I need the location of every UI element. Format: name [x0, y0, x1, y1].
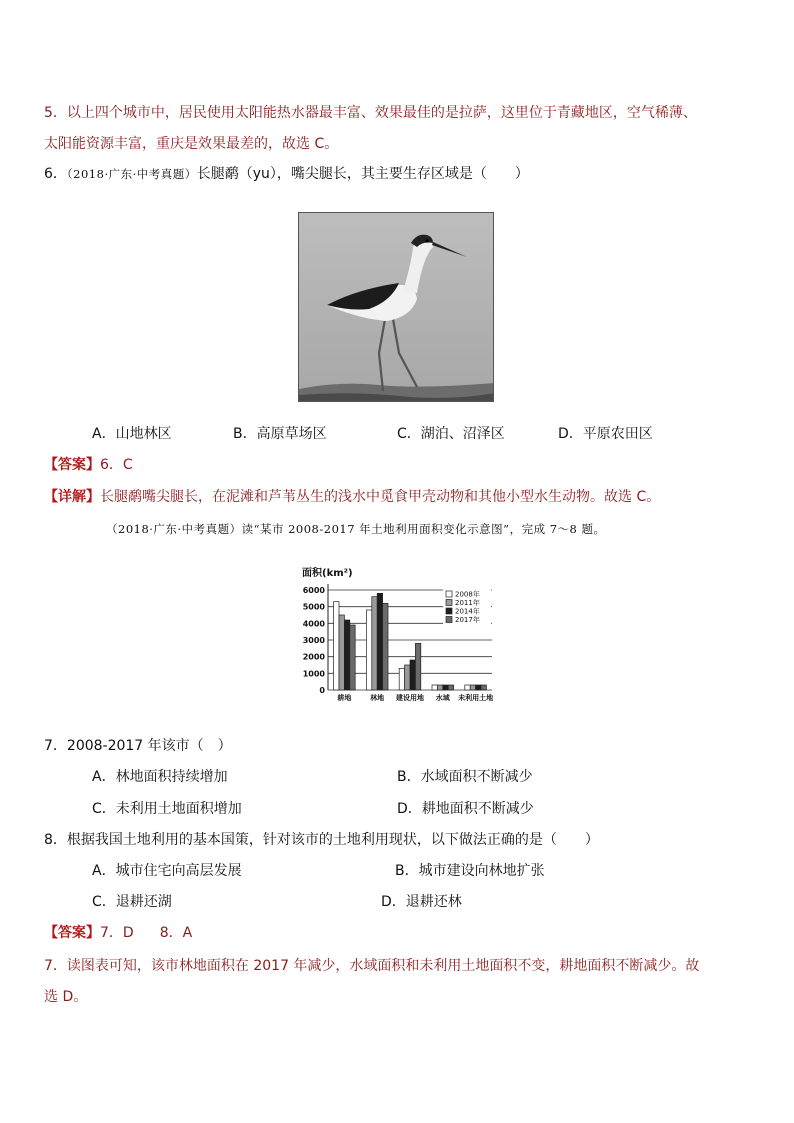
- y-tick-label: 4000: [302, 619, 325, 629]
- q8-option-b: [395, 861, 545, 881]
- q6-detail-line: [44, 487, 660, 507]
- q6-option-b-letter: B．: [233, 426, 257, 442]
- bar: [437, 685, 442, 690]
- q6-option-a: [92, 424, 172, 444]
- bar: [350, 625, 355, 690]
- legend-label: 2017年: [455, 616, 480, 624]
- bar: [448, 685, 453, 690]
- x-tick-label: 未利用土地: [458, 694, 494, 702]
- q8-option-d-letter: D．: [381, 894, 406, 910]
- q7-option-c: [92, 799, 242, 819]
- q7-option-d-letter: D．: [397, 801, 422, 817]
- bar: [334, 602, 339, 690]
- legend-swatch: [446, 617, 452, 623]
- q7-option-b-letter: B．: [397, 769, 421, 785]
- stilt-bird-photo: [298, 212, 494, 402]
- legend-label: 2011年: [455, 599, 480, 607]
- q7-option-d-text: 耕地面积不断减少: [421, 801, 534, 817]
- legend-swatch: [446, 591, 452, 597]
- y-tick-label: 3000: [302, 636, 325, 645]
- bar: [432, 685, 437, 690]
- bar: [410, 660, 415, 690]
- q8-stem: 8．根据我国土地利用的基本国策，针对该市的土地利用现状，以下做法正确的是（ ）: [44, 832, 599, 848]
- y-axis-label: 面积(km²): [302, 568, 353, 579]
- q8-option-b-letter: B．: [395, 863, 419, 879]
- q8-option-c-text: 退耕还湖: [115, 894, 172, 910]
- land-use-chart: [296, 560, 496, 706]
- legend-swatch: [446, 600, 452, 606]
- q7-option-a-text: 林地面积持续增加: [115, 769, 228, 785]
- q8-option-a: [92, 861, 242, 881]
- q6-stem: 长腿鹬（yu），嘴尖腿长，其主要生存区域是（ ）: [196, 166, 529, 182]
- q7-option-c-text: 未利用土地面积增加: [115, 801, 242, 817]
- stilt-bird-illustration: [299, 213, 494, 402]
- q7-explanation-line2: 选 D。: [44, 989, 88, 1005]
- answer-tag: 【答案】: [44, 457, 100, 473]
- q6-option-c-text: 湖泊、沼泽区: [420, 426, 505, 442]
- q6-option-c: [397, 424, 505, 444]
- land-use-bar-chart: [296, 560, 496, 706]
- q8-option-a-letter: A．: [92, 863, 116, 879]
- x-tick-label: 耕地: [337, 694, 352, 702]
- q7-option-d: [397, 799, 534, 819]
- bar: [366, 610, 371, 690]
- detail-tag: 【详解】: [44, 489, 100, 505]
- q6-option-a-text: 山地林区: [115, 426, 172, 442]
- bar: [470, 685, 475, 690]
- bar: [372, 597, 377, 690]
- q8-answer: 8．A: [159, 925, 193, 941]
- q6-question: [44, 164, 529, 184]
- bar: [344, 620, 349, 690]
- bar: [415, 643, 420, 690]
- x-tick-label: 水域: [435, 694, 450, 702]
- q6-option-c-letter: C．: [397, 426, 421, 442]
- q8-option-d-text: 退耕还林: [405, 894, 462, 910]
- q7-explanation-line1: 7．读图表可知，该市林地面积在 2017 年减少，水域面积和未利用土地面积不变，耕地面积不断减少。故: [44, 958, 700, 974]
- bar: [405, 665, 410, 690]
- bar: [476, 685, 481, 690]
- bar: [443, 685, 448, 690]
- q6-option-d-text: 平原农田区: [582, 426, 653, 442]
- q7-option-b-text: 水域面积不断减少: [420, 769, 533, 785]
- legend-label: 2014年: [455, 607, 480, 616]
- q6-option-a-letter: A．: [92, 426, 116, 442]
- y-tick-label: 0: [319, 686, 325, 695]
- answer-tag: 【答案】: [44, 925, 100, 941]
- bar: [481, 685, 486, 690]
- q7-8-answer-line: [44, 923, 192, 943]
- q6-option-d: [558, 424, 653, 444]
- bar: [377, 593, 382, 690]
- x-tick-label: 建设用地: [396, 694, 424, 702]
- bar: [383, 603, 388, 690]
- y-tick-label: 1000: [302, 669, 325, 679]
- q6-answer: 6．C: [100, 457, 133, 473]
- legend-label: 2008年: [455, 590, 480, 599]
- q7-stem: 7．2008-2017 年该市（ ）: [44, 738, 232, 754]
- q8-option-d: [381, 892, 462, 912]
- y-tick-label: 6000: [302, 586, 325, 595]
- q8-option-c: [92, 892, 172, 912]
- q7-option-b: [397, 767, 533, 787]
- q8-option-a-text: 城市住宅向高层发展: [115, 863, 242, 879]
- bar: [465, 685, 470, 690]
- q6-option-b-text: 高原草场区: [256, 426, 327, 442]
- q6-answer-line: [44, 455, 133, 475]
- q8-option-b-text: 城市建设向林地扩张: [418, 863, 545, 879]
- q7-option-a: [92, 767, 228, 787]
- bar: [339, 615, 344, 690]
- bar: [399, 668, 404, 690]
- q6-number: 6．: [44, 166, 67, 182]
- q6-option-b: [233, 424, 327, 444]
- q7-8-intro: （2018·广东·中考真题）读“某市 2008-2017 年土地利用面积变化示意图”，完成 7～8 题。: [106, 522, 606, 536]
- q7-option-c-letter: C．: [92, 801, 116, 817]
- x-tick-label: 林地: [370, 694, 385, 702]
- legend-swatch: [446, 608, 452, 614]
- q6-option-d-letter: D．: [558, 426, 583, 442]
- y-tick-label: 2000: [302, 652, 325, 662]
- q7-answer: 7．D: [100, 925, 134, 941]
- q5-explanation-line2: 太阳能资源丰富，重庆是效果最差的，故选 C。: [44, 136, 339, 152]
- q8-option-c-letter: C．: [92, 894, 116, 910]
- q5-explanation-line1: 5．以上四个城市中，居民使用太阳能热水器最丰富、效果最佳的是拉萨，这里位于青藏地区，空气稀薄、: [44, 105, 697, 121]
- y-tick-label: 5000: [302, 602, 325, 612]
- q7-option-a-letter: A．: [92, 769, 116, 785]
- q6-detail: 长腿鹬嘴尖腿长，在泥滩和芦苇丛生的浅水中觅食甲壳动物和其他小型水生动物。故选 C。: [100, 489, 661, 505]
- q6-source: （2018·广东·中考真题）: [66, 167, 197, 181]
